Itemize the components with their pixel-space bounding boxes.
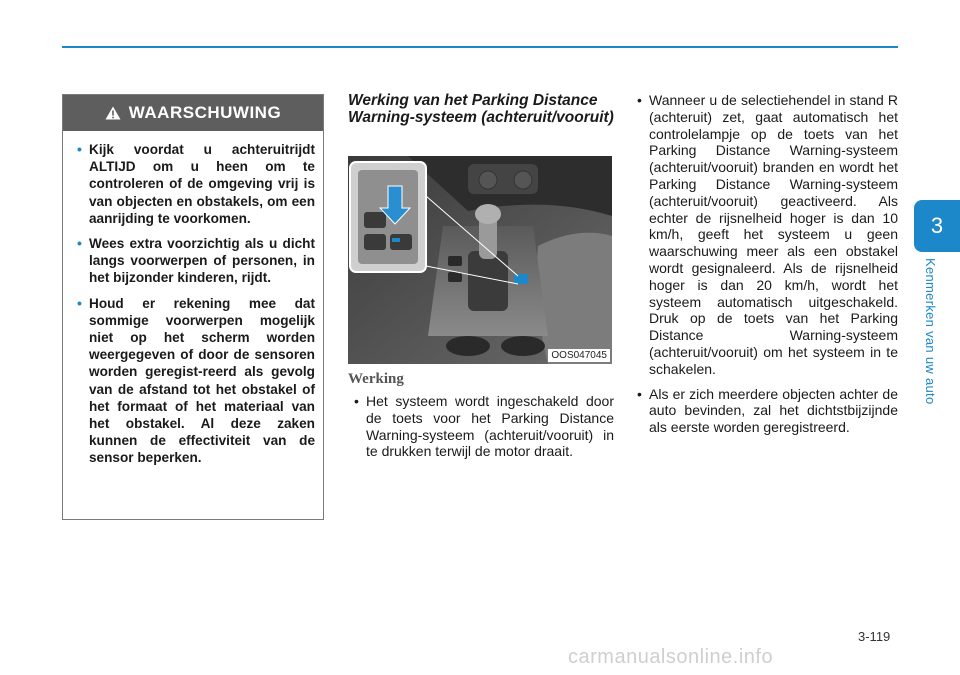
warning-title: WAARSCHUWING [128,103,282,122]
warning-item: • Houd er rekening mee dat sommige voorwerpen mogelijk niet op het scherm worden weergegeven of door de sensoren worden geregist-reerd als gevolg van de afstand tot het obstakel of het formaat of het materiaal van het obstakel. Al deze zaken kunnen de effectiviteit van de sensor beperken. [77,294,315,466]
bullet-icon: • [77,141,82,157]
chapter-tab [914,200,960,252]
console-illustration-svg [348,156,612,364]
right-bullet-list [635,92,898,444]
bullet-icon: • [77,235,82,252]
list-item: • Wanneer u de selectiehendel in stand R (achteruit) zet, gaat automatisch het controlelampje op de toets van het Parking Distance Warning-systeem (achteruit/vooruit) branden en wordt het Parking Distance Warning-systeem (achteruit/vooruit) geactiveerd. Als echter de rijsnelheid hoger is dan 10 km/h, geeft het systeem u geen waarschuwing meer als een obstakel wordt gesignaleerd. Als de rijsnelheid hoger is dan 20 km/h, wordt het systeem automatisch uitgeschakeld. Druk op de toets van het Parking Distance Warning-systeem (achteruit/vooruit) om het systeem in te schakelen. [637,92,898,377]
warning-triangle-icon [105,106,121,120]
warning-box [62,94,324,520]
page-number: 3-119 [858,629,891,644]
chapter-title: Kenmerken van uw auto [923,258,938,405]
section-heading: Werking van het Parking Distance Warning-systeem (achteruit/vooruit) [348,92,614,126]
warning-header [63,95,323,131]
figure-code: OOS047045 [548,349,610,362]
warning-item: • Wees extra voorzichtig als u dicht langs voorwerpen of personen, in het bijzonder kinderen, rijdt. [77,235,315,286]
warning-item: • Kijk voordat u achteruitrijdt ALTIJD om u heen om te controleren of de omgeving vrij is van objecten en obstakels, om een aanrijding te voorkomen. [77,141,315,226]
mid-bullet-list [352,393,614,468]
watermark: carmanualsonline.info [568,646,774,668]
list-item: • Als er zich meerdere objecten achter de auto bevinden, zal het dichtstbijzijnde als eerste worden geregistreerd. [637,385,898,436]
sub-heading: Werking [348,371,404,387]
list-item: • Het systeem wordt ingeschakeld door de toets voor het Parking Distance Warning-systeem (achteruit/vooruit) in te drukken terwijl de motor draait. [354,393,614,460]
bullet-icon: • [77,294,82,311]
top-rule [62,46,898,48]
bullet-icon: • [354,393,359,409]
console-illustration [348,156,612,364]
warning-list [63,131,323,467]
bullet-icon: • [637,92,642,108]
bullet-icon: • [637,385,642,402]
chapter-number: 3 [930,213,944,238]
